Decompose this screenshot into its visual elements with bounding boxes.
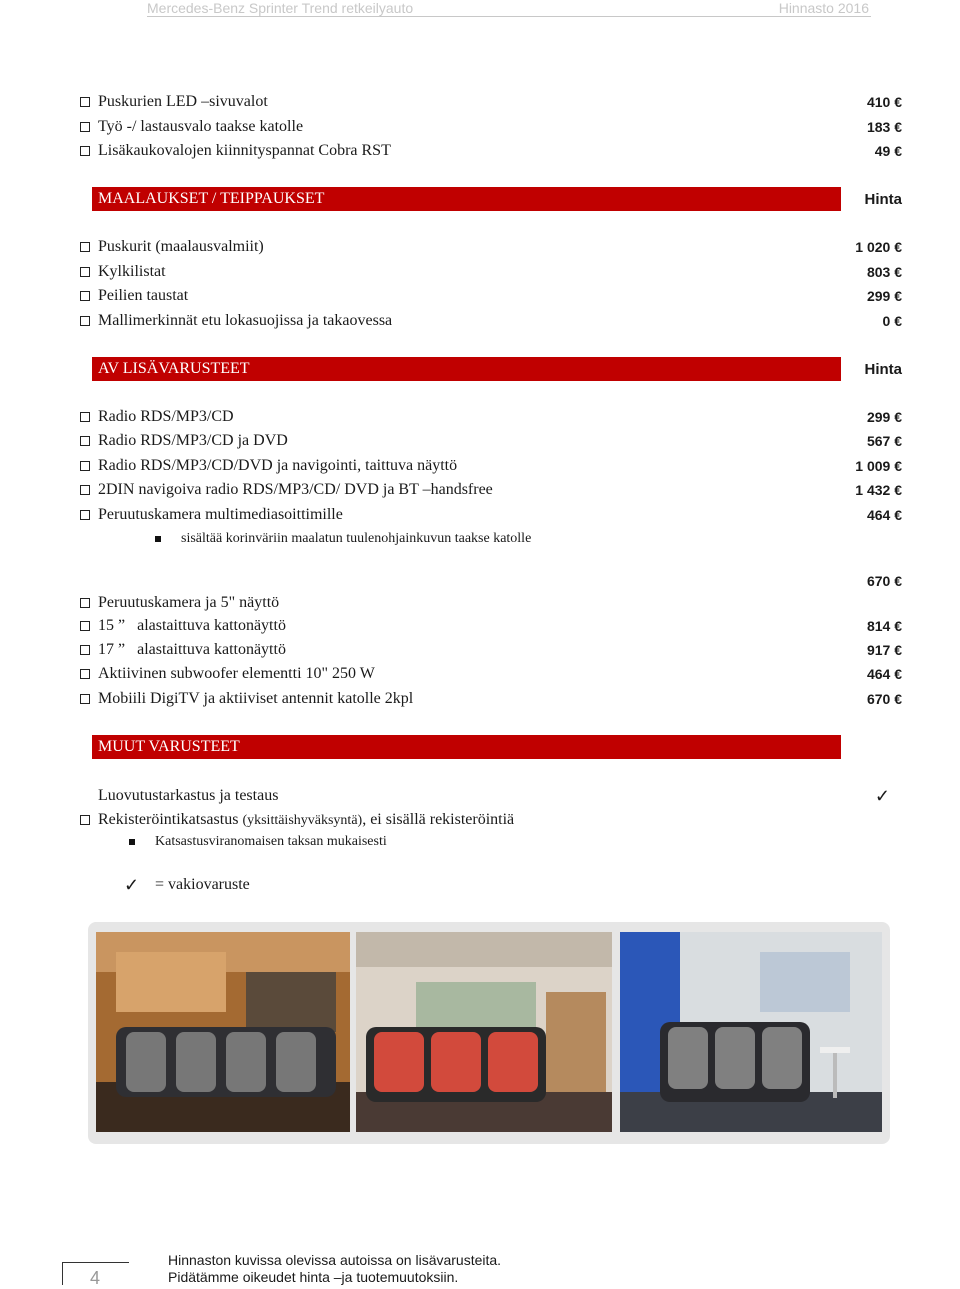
van-interior-photo <box>96 932 350 1132</box>
option-row <box>80 639 902 661</box>
checkbox[interactable] <box>80 815 90 825</box>
checkbox[interactable] <box>80 291 90 301</box>
option-price: 464 € <box>866 507 902 523</box>
option-price: 567 € <box>866 433 902 449</box>
option-price: 299 € <box>866 288 902 304</box>
section-title: MUUT VARUSTEET <box>98 738 240 755</box>
option-row <box>80 430 902 452</box>
option-label-main: Rekisteröintikatsastus <box>98 811 239 828</box>
footer-note-1: Hinnaston kuvissa olevissa autoissa on lisävarusteita. <box>168 1252 502 1268</box>
header-title: Mercedes-Benz Sprinter Trend retkeilyauto <box>147 0 414 16</box>
checkbox[interactable] <box>80 242 90 252</box>
option-price: 0 € <box>882 313 902 329</box>
option-price: 814 € <box>866 618 902 634</box>
option-price: 670 € <box>866 573 902 589</box>
checkbox[interactable] <box>80 316 90 326</box>
option-row <box>80 479 902 501</box>
option-label: Peruutuskamera ja 5" näyttö <box>98 594 280 611</box>
van-interior-photo <box>356 932 612 1132</box>
bullet-icon <box>155 536 161 542</box>
option-row <box>80 504 902 526</box>
option-price: 1 009 € <box>855 458 902 474</box>
option-price: 803 € <box>866 264 902 280</box>
option-row <box>80 663 902 685</box>
option-row <box>80 809 902 831</box>
section-title: AV LISÄVARUSTEET <box>98 360 250 377</box>
option-label: Puskurien LED –sivuvalot <box>98 93 268 110</box>
option-row <box>80 688 902 710</box>
checkbox[interactable] <box>80 436 90 446</box>
section-bar-paint <box>92 187 841 211</box>
page-number: 4 <box>89 1268 100 1288</box>
option-price: 1 020 € <box>855 239 902 255</box>
option-price: 49 € <box>874 143 902 159</box>
option-row <box>80 236 902 258</box>
option-row <box>80 91 902 113</box>
option-label: Puskurit (maalausvalmiit) <box>98 238 264 255</box>
section-bar-av <box>92 357 841 381</box>
legend <box>124 874 424 896</box>
header-year: Hinnasto 2016 <box>778 0 869 16</box>
option-row <box>80 285 902 307</box>
option-label: Luovutustarkastus ja testaus <box>98 787 279 804</box>
option-label: 15 ” alastaittuva kattonäyttö <box>98 617 286 634</box>
checkbox[interactable] <box>80 694 90 704</box>
option-row <box>80 261 902 283</box>
option-label: Mallimerkinnät etu lokasuojissa ja takaovessa <box>98 312 393 329</box>
option-price: 917 € <box>866 642 902 658</box>
checkbox[interactable] <box>80 412 90 422</box>
option-price: 183 € <box>866 119 902 135</box>
option-label-small: (yksittäishyväksyntä) <box>242 813 363 828</box>
checkbox[interactable] <box>80 267 90 277</box>
bullet-icon <box>129 839 135 845</box>
checkbox[interactable] <box>80 461 90 471</box>
option-row <box>80 455 902 477</box>
option-label: Aktiivinen subwoofer elementti 10" 250 W <box>98 665 375 682</box>
option-label-tail: , ei sisällä rekisteröintiä <box>362 811 515 828</box>
van-interior-photo <box>620 932 882 1132</box>
page-header <box>147 0 871 18</box>
price-only-row <box>80 570 902 592</box>
option-price: 670 € <box>866 691 902 707</box>
checkmark-icon: ✓ <box>124 875 140 895</box>
checkbox[interactable] <box>80 97 90 107</box>
checkbox[interactable] <box>80 146 90 156</box>
checkbox[interactable] <box>80 598 90 608</box>
option-label <box>98 809 514 832</box>
checkbox[interactable] <box>80 621 90 631</box>
checkbox[interactable] <box>80 669 90 679</box>
option-price: 299 € <box>866 409 902 425</box>
option-row <box>80 406 902 428</box>
option-price: 1 432 € <box>855 482 902 498</box>
option-row <box>80 116 902 138</box>
option-row <box>80 615 902 637</box>
option-label: Työ -/ lastausvalo taakse katolle <box>98 118 304 135</box>
option-label: Peilien taustat <box>98 287 189 304</box>
option-label: Peruutuskamera multimediasoittimille <box>98 506 343 523</box>
checkbox[interactable] <box>80 510 90 520</box>
option-price: 464 € <box>866 666 902 682</box>
checkbox[interactable] <box>80 485 90 495</box>
checkbox[interactable] <box>80 122 90 132</box>
price-header: Hinta <box>864 361 902 378</box>
option-row <box>80 310 902 332</box>
option-label: Radio RDS/MP3/CD ja DVD <box>98 432 288 449</box>
legend-text: = vakiovaruste <box>155 876 250 893</box>
checkbox[interactable] <box>80 645 90 655</box>
option-price: 410 € <box>866 94 902 110</box>
option-label: 2DIN navigoiva radio RDS/MP3/CD/ DVD ja BT –handsfree <box>98 481 493 498</box>
option-label: Mobiili DigiTV ja aktiiviset antennit katolle 2kpl <box>98 690 414 707</box>
option-label: 17 ” alastaittuva kattonäyttö <box>98 641 286 658</box>
sub-bullet-label: Katsastusviranomaisen taksan mukaisesti <box>155 834 387 849</box>
option-label: Kylkilistat <box>98 263 166 280</box>
footer-note-2: Pidätämme oikeudet hinta –ja tuotemuutoksiin. <box>168 1269 459 1285</box>
price-header: Hinta <box>864 191 902 208</box>
option-row <box>80 140 902 162</box>
option-row <box>80 785 902 807</box>
option-row <box>80 592 902 614</box>
option-label: Radio RDS/MP3/CD <box>98 408 234 425</box>
checkmark-icon: ✓ <box>874 786 890 806</box>
header-rule <box>147 16 871 17</box>
option-label: Radio RDS/MP3/CD/DVD ja navigointi, taittuva näyttö <box>98 457 458 474</box>
option-label: Lisäkaukovalojen kiinnityspannat Cobra RST <box>98 142 391 159</box>
section-bar-other <box>92 735 841 759</box>
sub-bullet-label: sisältää korinväriin maalatun tuulenohjainkuvun taakse katolle <box>181 531 532 546</box>
section-title: MAALAUKSET / TEIPPAUKSET <box>98 190 325 207</box>
